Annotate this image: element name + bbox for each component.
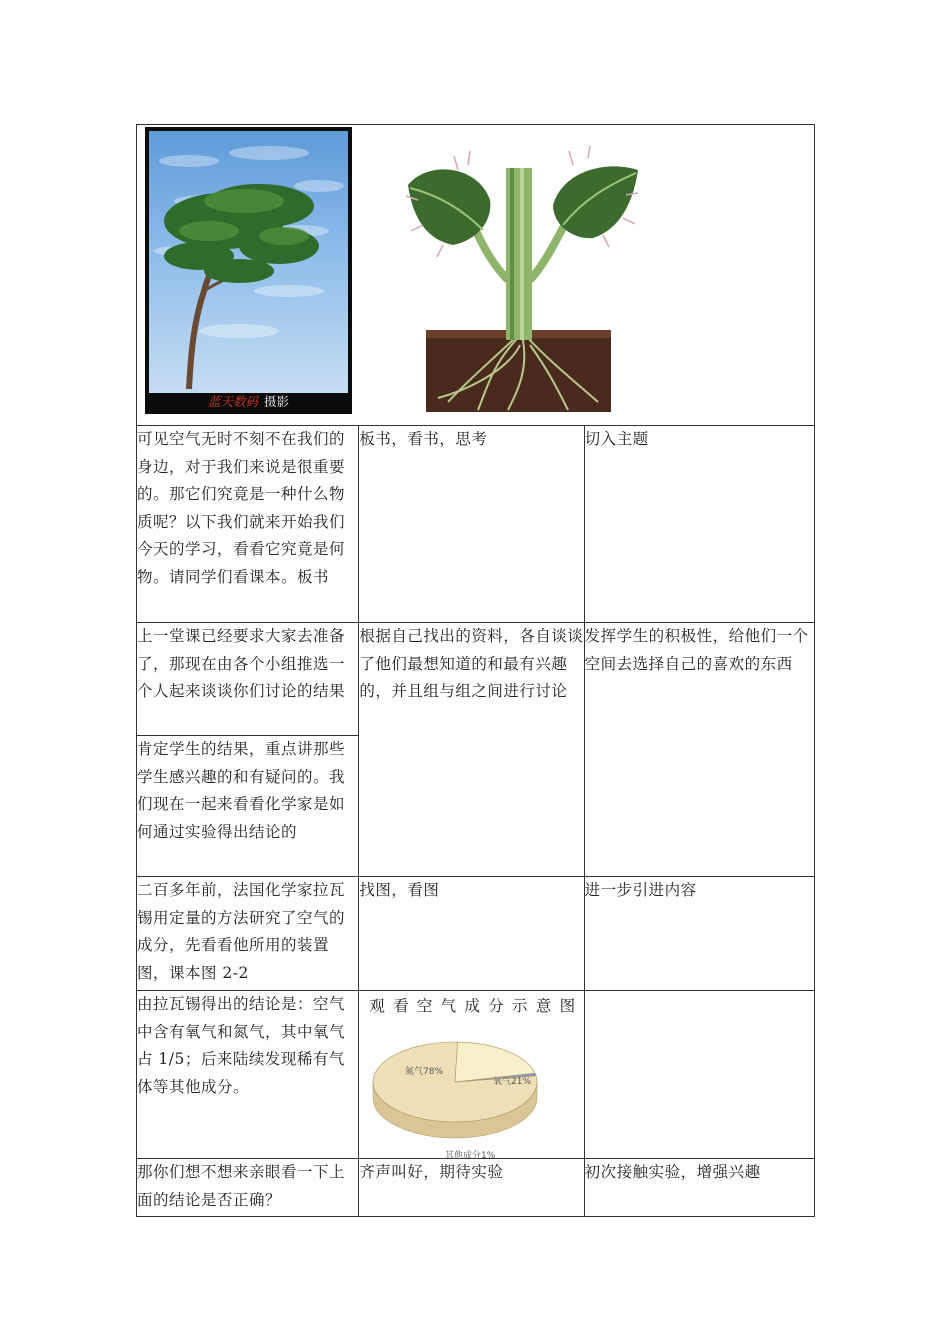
teacher-activity-cell: 由拉瓦锡得出的结论是：空气中含有氧气和氮气，其中氧气占 1/5；后来陆续发现稀有气体等其他成分。 [137,991,359,1159]
student-activity-cell: 板书，看书，思考 [359,426,584,623]
plant-transpiration-diagram [398,140,648,412]
table-row [137,991,815,1159]
design-intent-cell [584,991,814,1159]
teacher-activity-cell: 肯定学生的结果，重点讲那些学生感兴趣的和有疑问的。我们现在一起来看看化学家是如何通过实验得出结论的 [137,736,359,877]
table-row [137,877,815,991]
pie-caption: 观 看 空 气 成 分 示 意 图 [369,997,576,1015]
photo-caption-brand: 蓝天数码 [207,394,258,409]
photo-caption [145,392,352,412]
design-intent-cell: 切入主题 [584,426,814,623]
photo-caption-suffix: 摄影 [264,394,290,409]
pie-slice-label: 氮气78% [405,1066,444,1077]
student-activity-cell: 齐声叫好，期待实验 [359,1159,584,1217]
design-intent-cell: 进一步引进内容 [584,877,814,991]
table-row [137,426,815,623]
pie-svg [367,1027,572,1161]
student-activity-cell: 找图，看图 [359,877,584,991]
tree-in-wind-photo [145,127,352,414]
table-row [137,1159,815,1217]
sky-background [149,131,348,393]
teacher-activity-cell: 可见空气无时不刻不在我们的身边，对于我们来说是很重要的。那它们究竟是一种什么物质呢？以下我们就来开始我们今天的学习，看看它究竟是何物。请同学们看课本。板书 [137,426,359,623]
air-composition-pie-chart [367,1027,572,1161]
design-intent-cell: 发挥学生的积极性，给他们一个空间去选择自己的喜欢的东西 [584,623,814,877]
teacher-activity-cell: 那你们想不想来亲眼看一下上面的结论是否正确？ [137,1159,359,1217]
tree-illustration [149,131,348,393]
pie-slice-label: 氧气21% [493,1076,532,1087]
student-activity-cell [359,991,584,1159]
design-intent-cell: 初次接触实验，增强兴趣 [584,1159,814,1217]
table-row [137,623,815,736]
plant-svg [398,140,648,412]
student-activity-cell: 根据自己找出的资料，各自谈谈了他们最想知道的和最有兴趣的，并且组与组之间进行讨论 [359,623,584,877]
teacher-activity-cell: 上一堂课已经要求大家去准备了，那现在由各个小组推选一个人起来谈谈你们讨论的结果 [137,623,359,736]
teacher-activity-cell: 二百多年前，法国化学家拉瓦锡用定量的方法研究了空气的成分，先看看他所用的装置图，课本图 2-2 [137,877,359,991]
pie-slice-label: 其他成分1% [445,1150,496,1161]
